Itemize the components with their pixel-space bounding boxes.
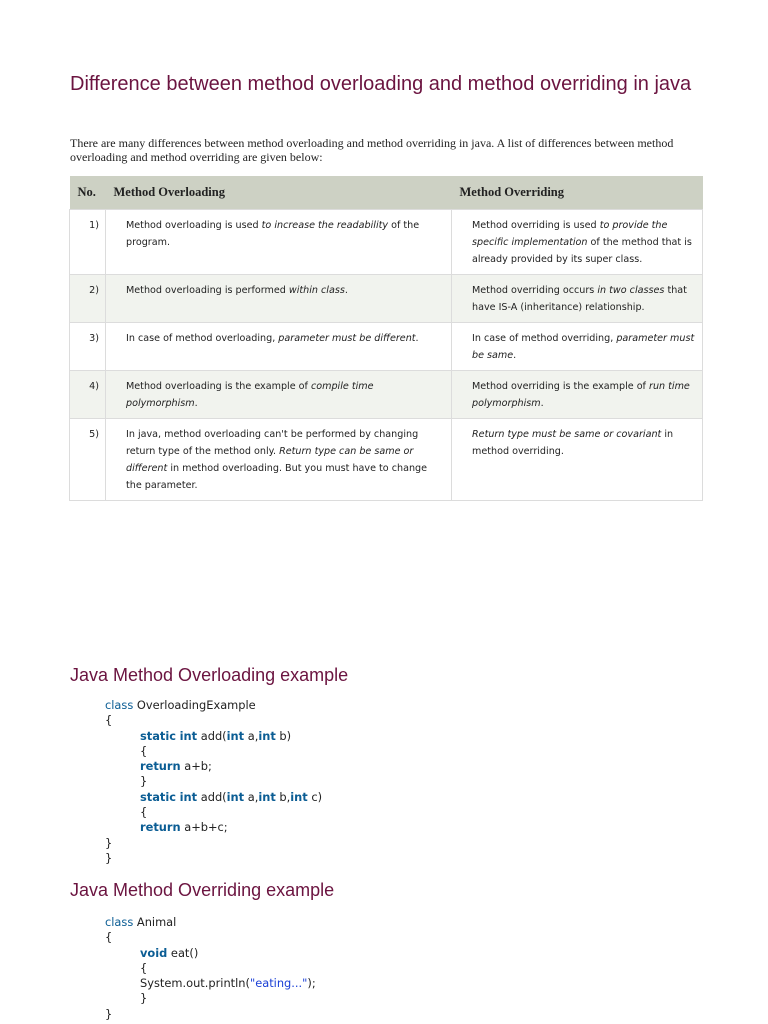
code-text: { xyxy=(140,805,148,820)
code-text: c) xyxy=(307,789,323,804)
code-text: } xyxy=(140,991,148,1006)
code-line xyxy=(105,915,705,930)
table-row xyxy=(70,371,703,419)
emphasis-text: to increase the readability xyxy=(261,220,389,231)
cell-text: in method overloading. But you must have to change the parameter. xyxy=(126,463,428,491)
code-text: b, xyxy=(275,789,291,804)
cell-text: Method overriding is the example of xyxy=(472,381,649,392)
emphasis-text: compile time polymorphism xyxy=(126,381,374,409)
code-text: } xyxy=(140,774,148,789)
code-keyword: class xyxy=(105,915,134,929)
page-title: Difference between method overloading and method overriding in java xyxy=(70,73,692,95)
overriding-cell xyxy=(452,371,703,419)
code-string: "eating..." xyxy=(249,976,308,991)
emphasis-text: to provide the specific implementation xyxy=(472,220,668,248)
overloading-example-heading: Java Method Overloading example xyxy=(70,665,349,685)
code-text: ); xyxy=(307,976,316,991)
code-text: a+b+c; xyxy=(180,820,228,835)
cell-text: In java, method overloading can't be performed by changing return type of the method only. xyxy=(126,429,419,457)
code-text: { xyxy=(140,960,148,975)
emphasis-text: Return type must be same or covariant xyxy=(472,429,662,440)
intro-paragraph: There are many differences between method overloading and method overriding in java. A list of differences between method overloading and method overriding are given below: xyxy=(70,136,674,164)
code-keyword: static xyxy=(140,789,177,804)
header-method-overloading: Method Overloading xyxy=(106,176,452,210)
table-row xyxy=(70,275,703,323)
code-keyword: int xyxy=(179,789,198,804)
cell-text: of the program. xyxy=(126,220,420,248)
row-number: 3) xyxy=(70,323,106,371)
emphasis-text: parameter must be same xyxy=(472,333,695,361)
row-number: 4) xyxy=(70,371,106,419)
code-text: add( xyxy=(197,789,227,804)
code-line xyxy=(105,1007,705,1022)
cell-text: In case of method overriding, xyxy=(472,333,617,344)
cell-text: in method overriding. xyxy=(472,429,674,457)
code-keyword: return xyxy=(140,759,181,774)
code-line xyxy=(105,729,705,744)
code-keyword: void xyxy=(140,945,168,960)
code-text: { xyxy=(105,713,113,728)
overloading-cell xyxy=(106,323,452,371)
code-text: OverloadingExample xyxy=(133,698,256,712)
code-text: a, xyxy=(244,789,259,804)
code-text: Animal xyxy=(133,915,177,929)
table-header-row xyxy=(70,176,703,210)
code-line xyxy=(105,713,705,728)
overriding-cell xyxy=(452,275,703,323)
code-line xyxy=(105,836,705,851)
code-line xyxy=(105,759,705,774)
code-text: } xyxy=(105,850,113,865)
cell-text: . xyxy=(415,333,419,344)
code-keyword: int xyxy=(258,728,276,743)
cell-text: . xyxy=(540,398,544,409)
cell-text: Method overloading is used xyxy=(126,220,262,231)
code-line xyxy=(105,851,705,866)
overriding-cell xyxy=(452,210,703,275)
cell-text: . xyxy=(513,350,517,361)
code-keyword: return xyxy=(140,820,181,835)
code-text: { xyxy=(105,930,113,945)
row-number: 5) xyxy=(70,419,106,501)
cell-text: Method overriding is used xyxy=(472,220,600,231)
code-keyword: int xyxy=(258,789,276,804)
code-keyword: int xyxy=(226,789,245,804)
code-line xyxy=(105,820,705,835)
overloading-code-block xyxy=(105,698,705,866)
header-no: No. xyxy=(70,176,106,210)
code-line xyxy=(105,774,705,789)
cell-text: Method overriding occurs xyxy=(472,285,598,296)
code-keyword: int xyxy=(226,728,245,743)
cell-text: Method overloading is the example of xyxy=(126,381,311,392)
code-text: eat() xyxy=(167,945,199,960)
code-keyword: static xyxy=(140,728,177,743)
differences-table xyxy=(69,176,703,501)
code-line xyxy=(105,930,705,945)
overloading-cell xyxy=(106,275,452,323)
overloading-cell xyxy=(106,210,452,275)
code-line xyxy=(105,744,705,759)
code-line xyxy=(105,961,705,976)
emphasis-text: parameter must be different xyxy=(278,333,416,344)
emphasis-text: Return type can be same or different xyxy=(126,446,414,474)
header-method-overriding: Method Overriding xyxy=(452,176,703,210)
code-text: a, xyxy=(244,728,259,743)
code-keyword: int xyxy=(290,789,308,804)
code-text: add( xyxy=(197,728,227,743)
code-text: b) xyxy=(275,728,292,743)
code-line xyxy=(105,976,705,991)
emphasis-text: run time polymorphism xyxy=(472,381,690,409)
code-text: } xyxy=(105,1006,113,1021)
table-row xyxy=(70,323,703,371)
cell-text: of the method that is already provided by its super class. xyxy=(472,237,692,265)
code-line xyxy=(105,698,705,713)
overriding-cell xyxy=(452,419,703,501)
overriding-cell xyxy=(452,323,703,371)
table-row xyxy=(70,419,703,501)
row-number: 1) xyxy=(70,210,106,275)
code-line xyxy=(105,991,705,1006)
overriding-code-block xyxy=(105,915,705,1022)
row-number: 2) xyxy=(70,275,106,323)
overloading-cell xyxy=(106,371,452,419)
code-keyword: class xyxy=(105,698,134,712)
code-line xyxy=(105,805,705,820)
table-body xyxy=(70,210,703,501)
code-text: } xyxy=(105,835,113,850)
emphasis-text: within class xyxy=(288,285,345,296)
cell-text: Method overloading is performed xyxy=(126,285,289,296)
code-line xyxy=(105,946,705,961)
code-text: { xyxy=(140,743,148,758)
cell-text: In case of method overloading, xyxy=(126,333,279,344)
code-keyword: int xyxy=(179,728,198,743)
cell-text: that have IS-A (inheritance) relationship. xyxy=(472,285,687,313)
code-text: System.out.println( xyxy=(140,976,250,991)
code-text: a+b; xyxy=(180,759,212,774)
cell-text: . xyxy=(344,285,348,296)
table-row xyxy=(70,210,703,275)
cell-text: . xyxy=(194,398,198,409)
emphasis-text: in two classes xyxy=(597,285,665,296)
overloading-cell xyxy=(106,419,452,501)
code-line xyxy=(105,790,705,805)
overriding-example-heading: Java Method Overriding example xyxy=(70,880,335,900)
